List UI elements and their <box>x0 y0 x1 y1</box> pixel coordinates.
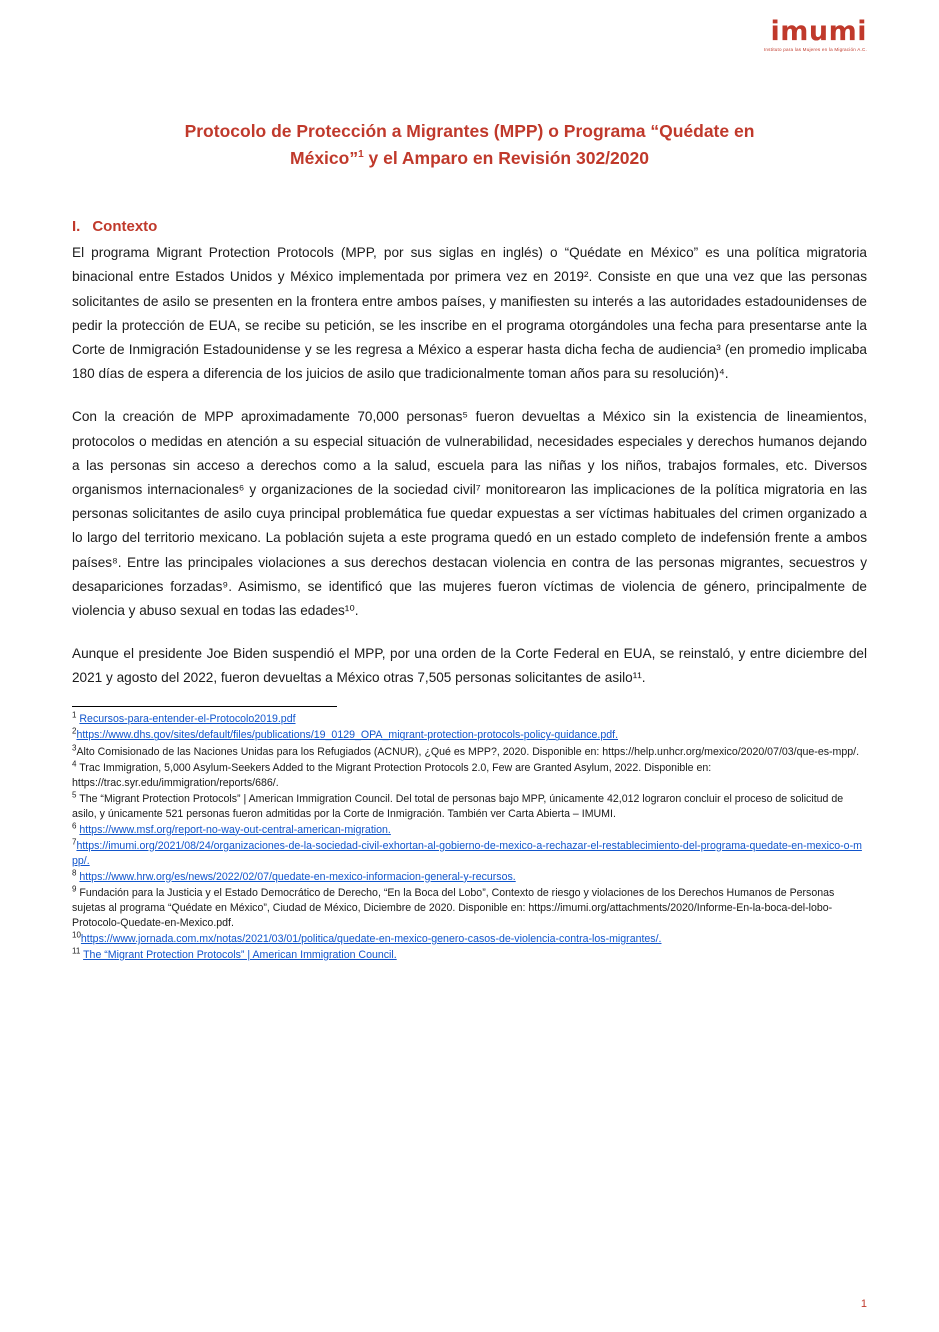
organization-logo <box>72 18 867 66</box>
footnote-marker: 2 <box>72 726 77 736</box>
footnote-marker: 7 <box>72 837 77 847</box>
footnote-3 <box>72 742 867 760</box>
footnote-marker: 11 <box>72 946 81 956</box>
footnote-text[interactable]: Trac Immigration, 5,000 Asylum-Seekers Added to the Migrant Protection Protocols 2.0, Few are Granted Asylum, 2022. Disponible en: https://trac.syr.edu/immigration/reports/686/. <box>72 761 712 789</box>
paragraph-3: Aunque el presidente Joe Biden suspendió el MPP, por una orden de la Corte Federal en EUA, se reinstaló, y entre diciembre del 2021 y agosto del 2022, fueron devueltas a México otras 7,505 personas solicitantes de asilo¹¹. <box>72 646 867 686</box>
footnote-marker: 9 <box>72 884 77 894</box>
footnote-separator <box>72 706 337 707</box>
footnote-text[interactable]: Alto Comisionado de las Naciones Unidas para los Refugiados (ACNUR), ¿Qué es MPP?, 2020. Disponible en: https://help.unhcr.org/mexico/2020/07/03/que-es-mpp/. <box>76 745 860 758</box>
paragraph-1: El programa Migrant Protection Protocols (MPP, por sus siglas en inglés) o “Quédate en México” es una política migratoria binacional entre Estados Unidos y México implementada por primera vez en 2019². Consiste en que una vez que las personas solicitantes de asilo se presenten en la frontera entre ambos países, y manifiesten su interés a las autoridades estadounidenses de pedir la protección de EUA, se recibe su petición, se les inscribe en el programa otorgándoles una fecha para presentarse ante la Corte de Inmigración Estadounidense y se les regresa a México a esperar hasta dicha fecha de audiencia³ (en promedio implicaba 180 días de espera a diferencia de los juicios de asilo que tradicionalmente toman años para su resolución)⁴. <box>72 245 867 382</box>
footnotes-section <box>72 712 867 963</box>
footnote-marker: 4 <box>72 759 77 768</box>
footnote-9 <box>72 886 867 931</box>
section-number: I. <box>72 218 81 236</box>
footnote-marker: 10 <box>72 930 81 940</box>
footnote-2 <box>72 728 867 743</box>
footnote-7 <box>72 839 867 869</box>
page-title-line2-before: México” <box>290 148 359 169</box>
footnote-link[interactable]: https://www.hrw.org/es/news/2022/02/07/quedate-en-mexico-informacion-general-y-recursos. <box>79 870 516 883</box>
page-title-footnote-marker: 1 <box>358 149 364 161</box>
footnote-8 <box>72 870 867 885</box>
footnote-11 <box>72 948 867 963</box>
footnote-link[interactable]: https://imumi.org/2021/08/24/organizaciones-de-la-sociedad-civil-exhortan-al-gobierno-de-mexico-a-rechazar-el-restablecimiento-del-programa-quedate-en-mexico-o-mpp/. <box>72 839 862 867</box>
footnote-marker: 8 <box>72 868 77 878</box>
page-number: 1 <box>860 1298 867 1310</box>
footnote-10 <box>72 932 867 947</box>
section-title: Contexto <box>92 218 158 236</box>
footnote-marker: 1 <box>72 710 77 720</box>
footnote-5 <box>72 792 867 822</box>
footnote-6 <box>72 823 867 838</box>
page-title <box>125 118 815 172</box>
footnote-marker: 3 <box>72 742 77 752</box>
footnote-text[interactable]: Fundación para la Justicia y el Estado Democrático de Derecho, “En la Boca del Lobo”, Contexto de riesgo y violaciones de los Derechos Humanos de Personas sujetas al programa “Quédate en México”, Ciudad de México, Diciembre de 2020. Disponible en: https://imumi.org/attachments/2020/Informe-En-la-boca-del-lobo-Protocolo-Quedate-en-Mexico.pdf. <box>72 886 835 929</box>
footnote-1 <box>72 712 867 727</box>
footnote-link[interactable]: https://www.dhs.gov/sites/default/files/publications/19_0129_OPA_migrant-protection-protocols-policy-guidance.pdf. <box>76 729 619 742</box>
paragraph-2: Con la creación de MPP aproximadamente 70,000 personas⁵ fueron devueltas a México sin la existencia de lineamientos, protocolos o medidas en atención a su especial situación de vulnerabilidad, necesidades especiales y derechos humanos dejando a las personas sin acceso a derechos como a la salud, escuela para las niñas y los niños, trabajos formales, etc. Diversos organismos internacionales⁶ y organizaciones de la sociedad civil⁷ monitorearon las implicaciones de la política migratoria en las personas solicitantes de asilo cuya principal problemática fue quedar expuestas a ser víctimas habituales del crimen organizado a lo largo del territorio mexicano. La población sujeta a este programa quedó en un estado completo de indefensión frente a ambos países⁸. Entre las principales violaciones a sus derechos destacan violencia en contra de las personas migrantes, secuestros y desapariciones forzadas⁹. Asimismo, se identificó que las mujeres fueron víctimas de violencia de género, principalmente de violencia y abuso sexual en todas las edades¹⁰. <box>72 409 867 618</box>
footnote-marker: 6 <box>72 821 77 831</box>
page-title-line1: Protocolo de Protección a Migrantes (MPP) o Programa “Quédate en <box>184 121 755 141</box>
footnote-link[interactable]: The “Migrant Protection Protocols” | American Immigration Council. <box>83 948 397 961</box>
footnote-link[interactable]: https://www.msf.org/report-no-way-out-central-american-migration. <box>79 823 391 836</box>
logo-tagline: Instituto para las Mujeres en la Migración A.C. <box>763 47 867 52</box>
page-title-line2-after: y el Amparo en Revisión 302/2020 <box>363 148 649 169</box>
footnote-link[interactable]: Recursos-para-entender-el-Protocolo2019.pdf <box>79 713 296 726</box>
footnote-marker: 5 <box>72 790 77 800</box>
footnote-link[interactable]: https://www.jornada.com.mx/notas/2021/03/01/politica/quedate-en-mexico-genero-casos-de-violencia-contra-los-migrantes/. <box>80 932 662 945</box>
footnote-4 <box>72 761 867 791</box>
footnote-text[interactable]: The “Migrant Protection Protocols” | American Immigration Council. Del total de personas bajo MPP, únicamente 42,012 lograron concluir el proceso de solicitud de asilo, y únicamente 521 personas fueron admitidas por la Corte de Inmigración. También ver Carta Abierta – IMUMI. <box>72 792 844 820</box>
logo-wordmark: imumi <box>770 16 867 47</box>
section-heading-contexto <box>72 218 867 235</box>
